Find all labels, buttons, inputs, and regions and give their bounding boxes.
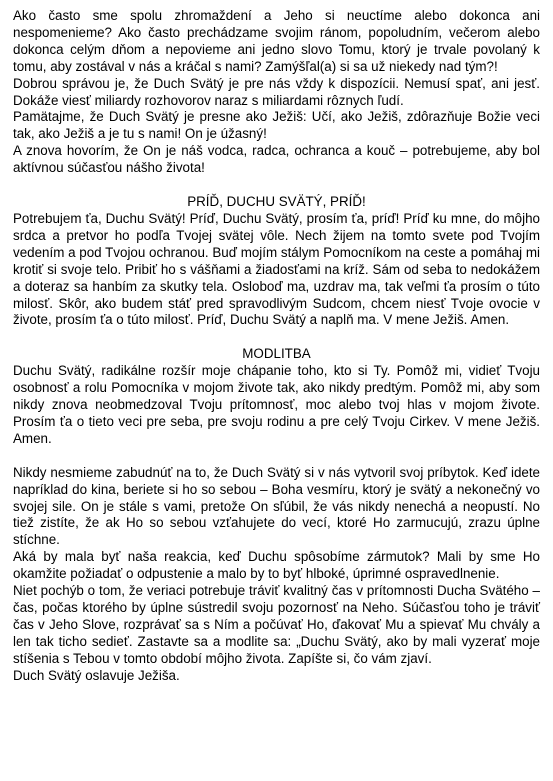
closing-paragraph-3: Niet pochýb o tom, že veriaci potrebuje tráviť kvalitný čas v prítomnosti Ducha Svätého – čas, počas ktorého by úplne sústredil svoju pozornosť na Neho. Súčasťou toho je tráviť čas v Jeho Slove, rozprávať sa s Ním a počúvať Ho, ďakovať Mu a spievať Mu chvály a len tak ticho sedieť. Zastavte sa a modlite sa: „Duchu Svätý, ako by mali vyzerať moje stíšenia s Tebou v tomto období môjho života. Zapíšte si, čo vám zjaví. bbox=[13, 583, 540, 666]
closing-paragraph-2: Aká by mala byť naša reakcia, keď Duchu spôsobíme zármutok? Mali by sme Ho okamžite požiadať o odpustenie a malo by to byť hlboké, úprimné ospravedlnenie. bbox=[13, 549, 540, 582]
intro-paragraph-2: Dobrou správou je, že Duch Svätý je pre nás vždy k dispozícii. Nemusí spať, ani jesť. Dokáže viesť miliardy rozhovorov naraz s miliardami rôznych ľudí. bbox=[13, 75, 540, 108]
section-spacer bbox=[13, 329, 540, 346]
section-heading-come: PRÍĎ, DUCHU SVÄTÝ, PRÍĎ! bbox=[187, 194, 366, 210]
closing-paragraph-1: Nikdy nesmieme zabudnúť na to, že Duch Svätý si v nás vytvoril svoj príbytok. Keď idete napríklad do kina, beriete si ho so sebou – Boha vesmíru, ktorý je svätý a nekonečný vo svojej sile. On je stále s vami, pretože On sľúbil, že vás nikdy nenechá a neopustí. No tiež zistíte, že ak Ho so sebou vzťahujete do vecí, ktoré Ho zarmucujú, zrazu úplne stíchne. bbox=[13, 464, 540, 548]
section-spacer bbox=[13, 448, 540, 465]
section-heading-prayer: MODLITBA bbox=[242, 346, 311, 362]
section-spacer bbox=[13, 177, 540, 194]
intro-paragraph-1: Ako často sme spolu zhromaždení a Jeho si neuctíme alebo dokonca ani nespomenieme? Ako často prechádzame svojim ránom, popoludním, večerom alebo dokonca celým dňom a nepovieme ani jedno slovo Tomu, ktorý je trvale povolaný k tomu, aby zostával v nás a kráčal s nami? Zamýšľal(a) si sa už niekedy nad tým?! bbox=[13, 8, 540, 74]
closing-paragraph-4: Duch Svätý oslavuje Ježiša. bbox=[13, 667, 180, 683]
intro-paragraph-3: Pamätajme, že Duch Svätý je presne ako Ježiš: Učí, ako Ježiš, zdôrazňuje Božie veci tak, ako Ježiš a je tu s nami! On je úžasný! bbox=[13, 109, 540, 142]
prayer-paragraph: Duchu Svätý, radikálne rozšír moje chápanie toho, kto si Ty. Pomôž mi, vidieť Tvoju osobnosť a rolu Pomocníka v mojom živote tak, ako nikdy predtým. Pomôž mi, aby som nikdy znova neobmedzoval Tvoju prítomnosť, moc alebo tvoj hlas v mojom živote. Prosím ťa o tieto veci pre seba, pre svoju rodinu a pre celý Tvoju Cirkev. V mene Ježiš. Amen. bbox=[13, 363, 540, 446]
come-paragraph: Potrebujem ťa, Duchu Svätý! Príď, Duchu Svätý, prosím ťa, príď! Príď ku mne, do môjho srdca a pretvor ho podľa Tvojej svätej vôle. Nech žijem na tomto svete pod Tvojím vedením a pod Tvojou ochranou. Buď mojím stálym Pomocníkom na ceste a pomáhaj mi krotiť si svoje telo. Pribiť ho s vášňami a žiadosťami na kríž. Sám od seba to nedokážem a doteraz sa hanbím za skutky tela. Osloboď ma, uzdrav ma, tak veľmi ťa prosím o túto milosť. Skôr, ako budem stáť pred spravodlivým Sudcom, chcem niesť Tvoje ovocie v živote, prosím ťa o túto milosť. Príď, Duchu Svätý a naplň ma. V mene Ježiš. Amen. bbox=[13, 210, 540, 328]
intro-paragraph-4: A znova hovorím, že On je náš vodca, radca, ochranca a kouč – potrebujeme, aby bol aktívnou súčasťou nášho života! bbox=[13, 143, 540, 176]
